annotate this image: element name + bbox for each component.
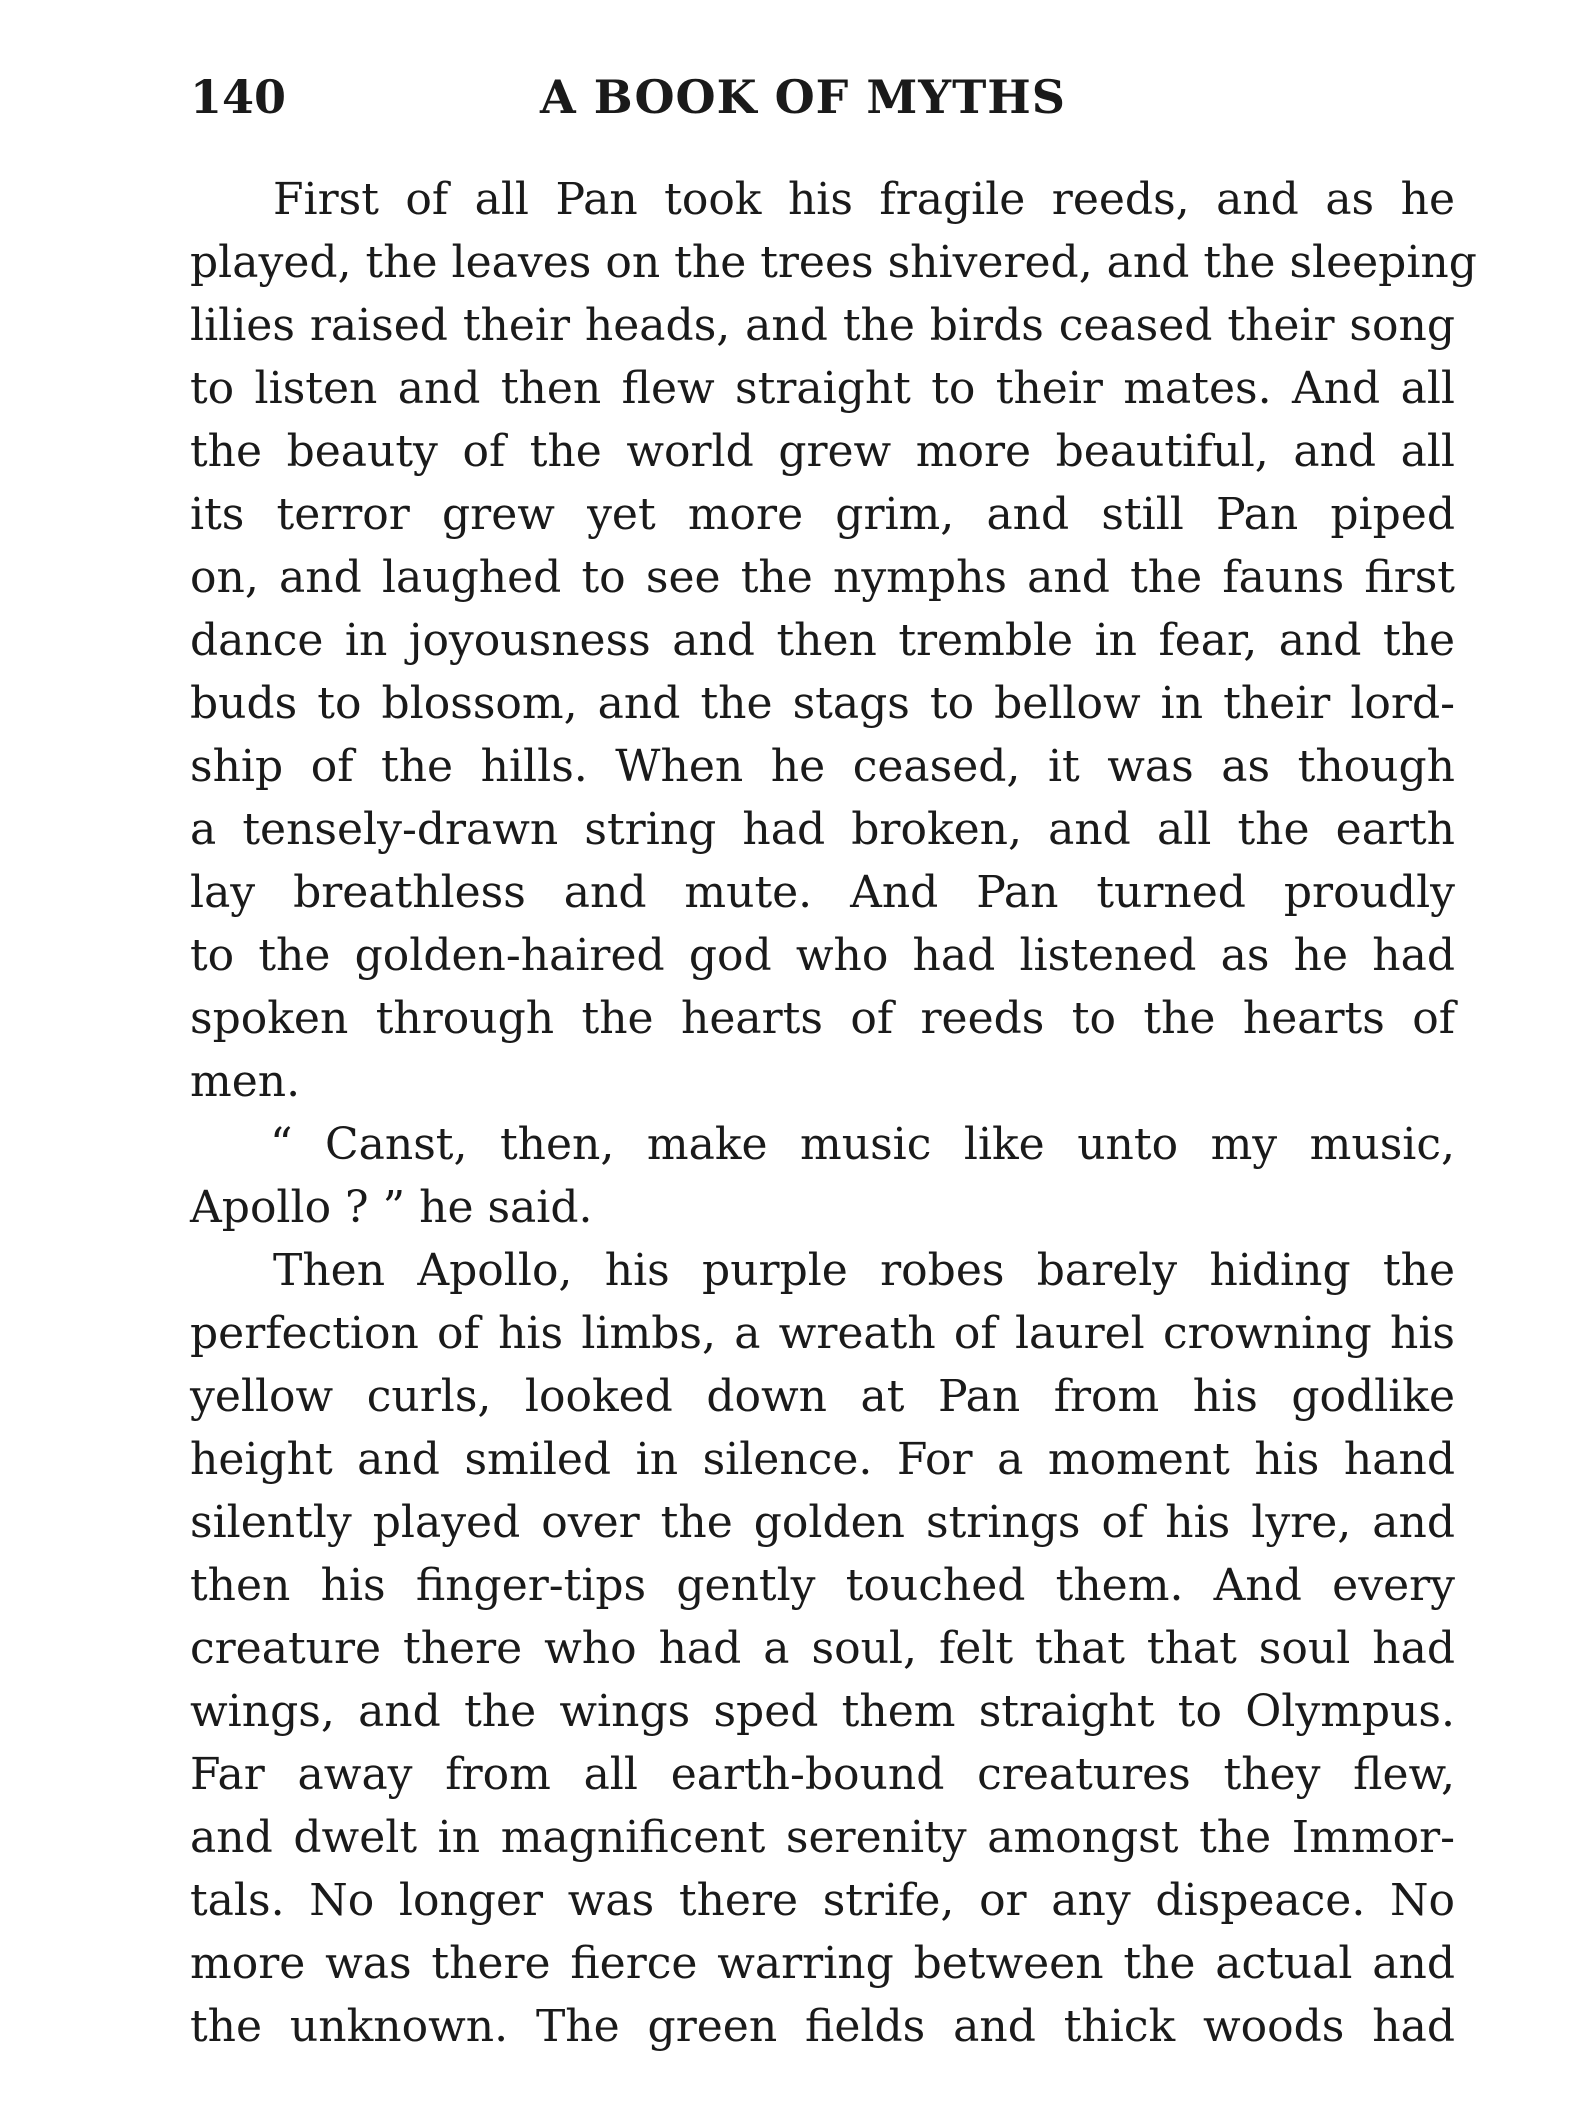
paragraph-pan-plays [190,168,1477,1113]
text-line: height and smiled in silence. For a moment his hand [190,1434,1455,1485]
running-head [190,70,1460,140]
text-line: creature there who had a soul, felt that that soul had [190,1623,1455,1674]
text-line: Then Apollo, his purple robes barely hiding the [273,1245,1455,1296]
text-line: the beauty of the world grew more beautiful, and all [190,426,1455,477]
text-line: a tensely-drawn string had broken, and all the earth [190,804,1455,855]
text-line: spoken through the hearts of reeds to the hearts of [190,993,1455,1044]
text-line: tals. No longer was there strife, or any dispeace. No [190,1875,1455,1926]
text-line: to the golden-haired god who had listened as he had [190,930,1455,981]
paragraph-pan-question [190,1113,1455,1239]
book-title: A BOOK OF MYTHS [540,70,1066,124]
text-line: Far away from all earth-bound creatures they flew, [190,1749,1455,1800]
text-line: more was there fierce warring between the actual and [190,1938,1455,1989]
text-line: on, and laughed to see the nymphs and the fauns first [190,552,1455,603]
text-line: lay breathless and mute. And Pan turned proudly [190,867,1455,918]
text-line: ship of the hills. When he ceased, it was as though [190,741,1455,792]
text-line: its terror grew yet more grim, and still Pan piped [190,489,1455,540]
text-line: perfection of his limbs, a wreath of laurel crowning his [190,1308,1455,1359]
paragraph-apollo-plays [190,1239,1455,2058]
text-line: wings, and the wings sped them straight to Olympus. [190,1686,1455,1737]
text-line: yellow curls, looked down at Pan from his godlike [190,1371,1455,1422]
text-line: buds to blossom, and the stags to bellow in their lord- [190,678,1455,729]
text-line: and dwelt in magnificent serenity amongst the Immor- [190,1812,1455,1863]
text-line: men. [190,1056,301,1107]
text-line: “ Canst, then, make music like unto my music, [270,1119,1455,1170]
text-line: played, the leaves on the trees shivered, and the sleeping [190,237,1477,288]
text-line: the unknown. The green fields and thick woods had [190,2001,1455,2052]
text-line: silently played over the golden strings of his lyre, and [190,1497,1455,1548]
text-line: Apollo ? ” he said. [190,1182,593,1233]
page-number: 140 [190,70,287,124]
text-line: to listen and then flew straight to their mates. And all [190,363,1455,414]
body-text [190,168,1477,2058]
text-line: lilies raised their heads, and the birds ceased their song [190,300,1455,351]
text-line: dance in joyousness and then tremble in fear, and the [190,615,1455,666]
text-line: then his finger-tips gently touched them. And every [190,1560,1455,1611]
text-line: First of all Pan took his fragile reeds, and as he [273,174,1455,225]
